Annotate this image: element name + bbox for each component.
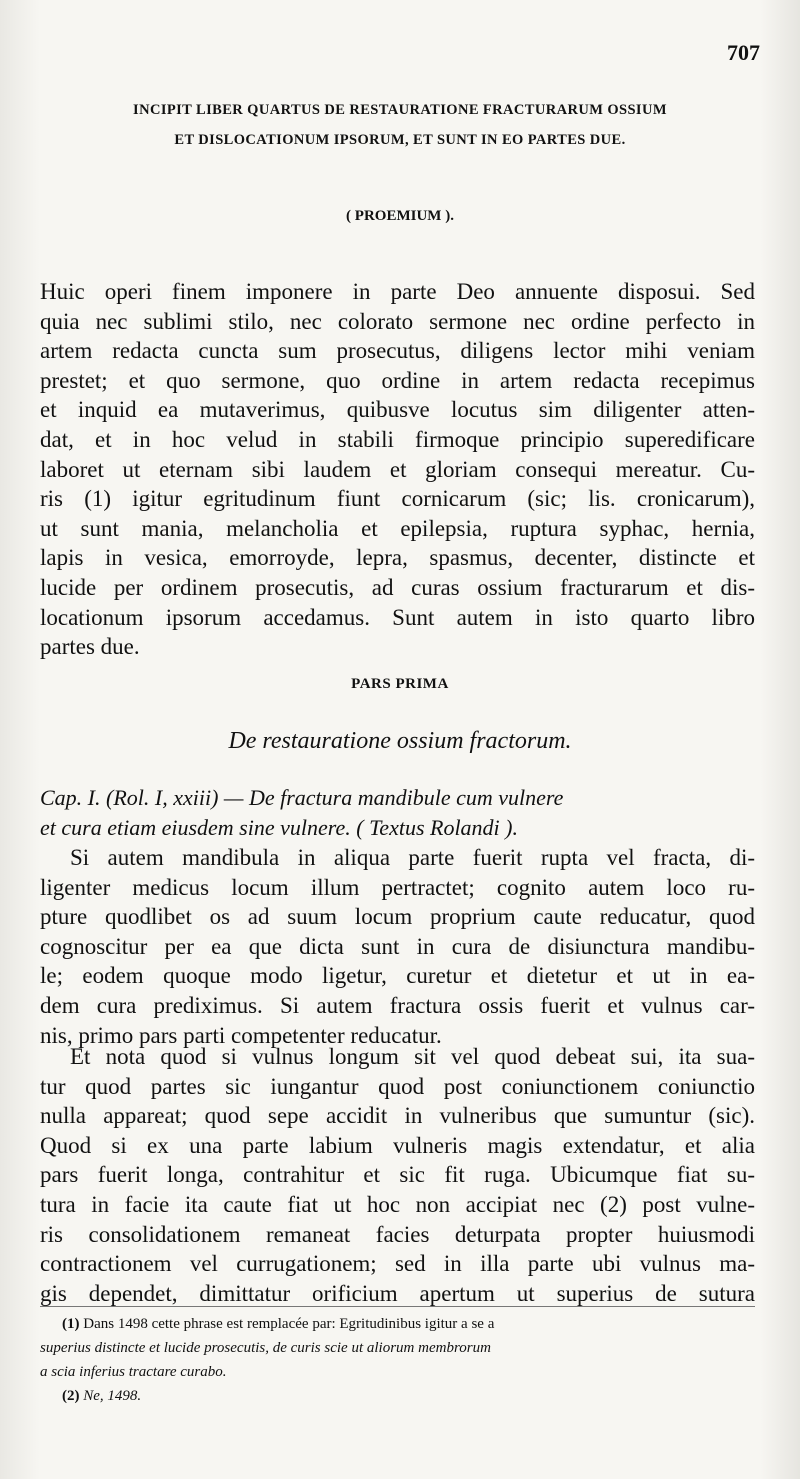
text-line: Quod si ex una parte labium vulneris magis extendatur, et alia [40, 1132, 755, 1158]
text-line: locationum ipsorum accedamus. Sunt autem in isto quarto libro [40, 604, 755, 630]
chapter-title [40, 783, 755, 843]
footnote-2 [40, 1384, 755, 1408]
book-heading [40, 95, 760, 155]
text-line: quia nec sublimi stilo, nec colorato sermone nec ordine perfecto in [40, 308, 755, 334]
text-line: dat, et in hoc velud in stabili firmoque principio superedificare [40, 426, 755, 452]
chapter-title-line-1: Cap. I. (Rol. I, xxiii) — De fractura mandibule cum vulnere [40, 785, 564, 810]
text-line: nulla appareat; quod sepe accidit in vulneribus que sumuntur (sic). [40, 1103, 755, 1129]
text-line: lucide per ordinem prosecutis, ad curas ossium fracturarum et dis- [40, 574, 755, 600]
footnote-1-continued: superius distincte et lucide prosecutis, de curis scie ut aliorum membrorum [40, 1340, 491, 1356]
footnote-marker: (2) [62, 1388, 80, 1404]
text-line: et inquid ea mutaverimus, quibusve locutus sim diligenter atten- [40, 397, 755, 423]
part-subtitle: De restauratione ossium fractorum. [228, 728, 572, 754]
footnote-text: Dans 1498 cette phrase est remplacée par: Egritudinibus igitur a se a [83, 1316, 495, 1332]
text-line: Huic operi finem imponere in parte Deo annuente disposui. Sed [40, 279, 755, 304]
part-heading: PARS PRIMA [351, 676, 449, 692]
text-line: Et nota quod si vulnus longum sit vel quod debeat sui, ita sua- [70, 1044, 755, 1069]
proemium-text [40, 277, 755, 662]
chapter-title-line-2: et cura etiam eiusdem sine vulnere. ( Textus Rolandi ). [40, 815, 518, 840]
text-line: pars fuerit longa, contrahitur et sic fit ruga. Ubicumque fiat su- [40, 1162, 755, 1188]
text-line: ligenter medicus locum illum pertractet; cognito autem loco ru- [40, 874, 755, 900]
footnote-1-continued: a scia inferius tractare curabo. [40, 1364, 227, 1380]
text-line: laboret ut eternam sibi laudem et gloriam consequi mereatur. Cu- [40, 456, 755, 482]
paragraph-1 [40, 843, 755, 1050]
footnote-marker: (1) [62, 1316, 80, 1332]
text-line: prestet; et quo sermone, quo ordine in artem redacta recepimus [40, 367, 755, 393]
text-line: Si autem mandibula in aliqua parte fuerit rupta vel fracta, di- [70, 845, 755, 870]
paragraph-2 [40, 1042, 755, 1308]
text-line: artem redacta cuncta sum prosecutus, diligens lector mihi veniam [40, 338, 755, 364]
text-line: ris (1) igitur egritudinum fiunt cornicarum (sic; lis. cronicarum), [40, 486, 755, 512]
text-line: lapis in vesica, emorroyde, lepra, spasmus, decenter, distincte et [40, 545, 755, 571]
text-line: nis, primo pars parti competenter reducatur. [40, 1022, 442, 1048]
text-line: le; eodem quoque modo ligetur, curetur et dietetur et ut in ea- [40, 963, 755, 989]
book-heading-line-2: ET DISLOCATIONUM IPSORUM, ET SUNT IN EO PARTES DUE. [174, 132, 626, 148]
text-line: gis dependet, dimittatur orificium apertum ut superius de sutura [40, 1280, 755, 1306]
footnote-text: Ne, 1498. [83, 1388, 142, 1404]
text-line: cognoscitur per ea que dicta sunt in cura de disiunctura mandibu- [40, 933, 755, 959]
page-number: 707 [727, 40, 760, 65]
text-line: tura in facie ita caute fiat ut hoc non accipiat nec (2) post vulne- [40, 1191, 755, 1217]
footnote-divider [40, 1306, 755, 1307]
text-line: tur quod partes sic iungantur quod post coniunctionem coniunctio [40, 1073, 755, 1099]
proemium-label: ( PROEMIUM ). [346, 208, 454, 224]
footnote-1 [40, 1312, 755, 1336]
footnotes [40, 1312, 755, 1408]
text-line: ut sunt mania, melancholia et epilepsia, ruptura syphac, hernia, [40, 515, 755, 541]
text-line: contractionem vel currugationem; sed in illa parte ubi vulnus ma- [40, 1251, 755, 1277]
book-heading-line-1: INCIPIT LIBER QUARTUS DE RESTAURATIONE FRACTURARUM OSSIUM [133, 102, 667, 118]
text-line: dem cura prediximus. Si autem fractura ossis fuerit et vulnus car- [40, 992, 755, 1018]
text-line: ris consolidationem remaneat facies deturpata propter huiusmodi [40, 1221, 755, 1247]
text-line: partes due. [40, 634, 140, 660]
text-line: pture quodlibet os ad suum locum proprium caute reducatur, quod [40, 904, 755, 930]
